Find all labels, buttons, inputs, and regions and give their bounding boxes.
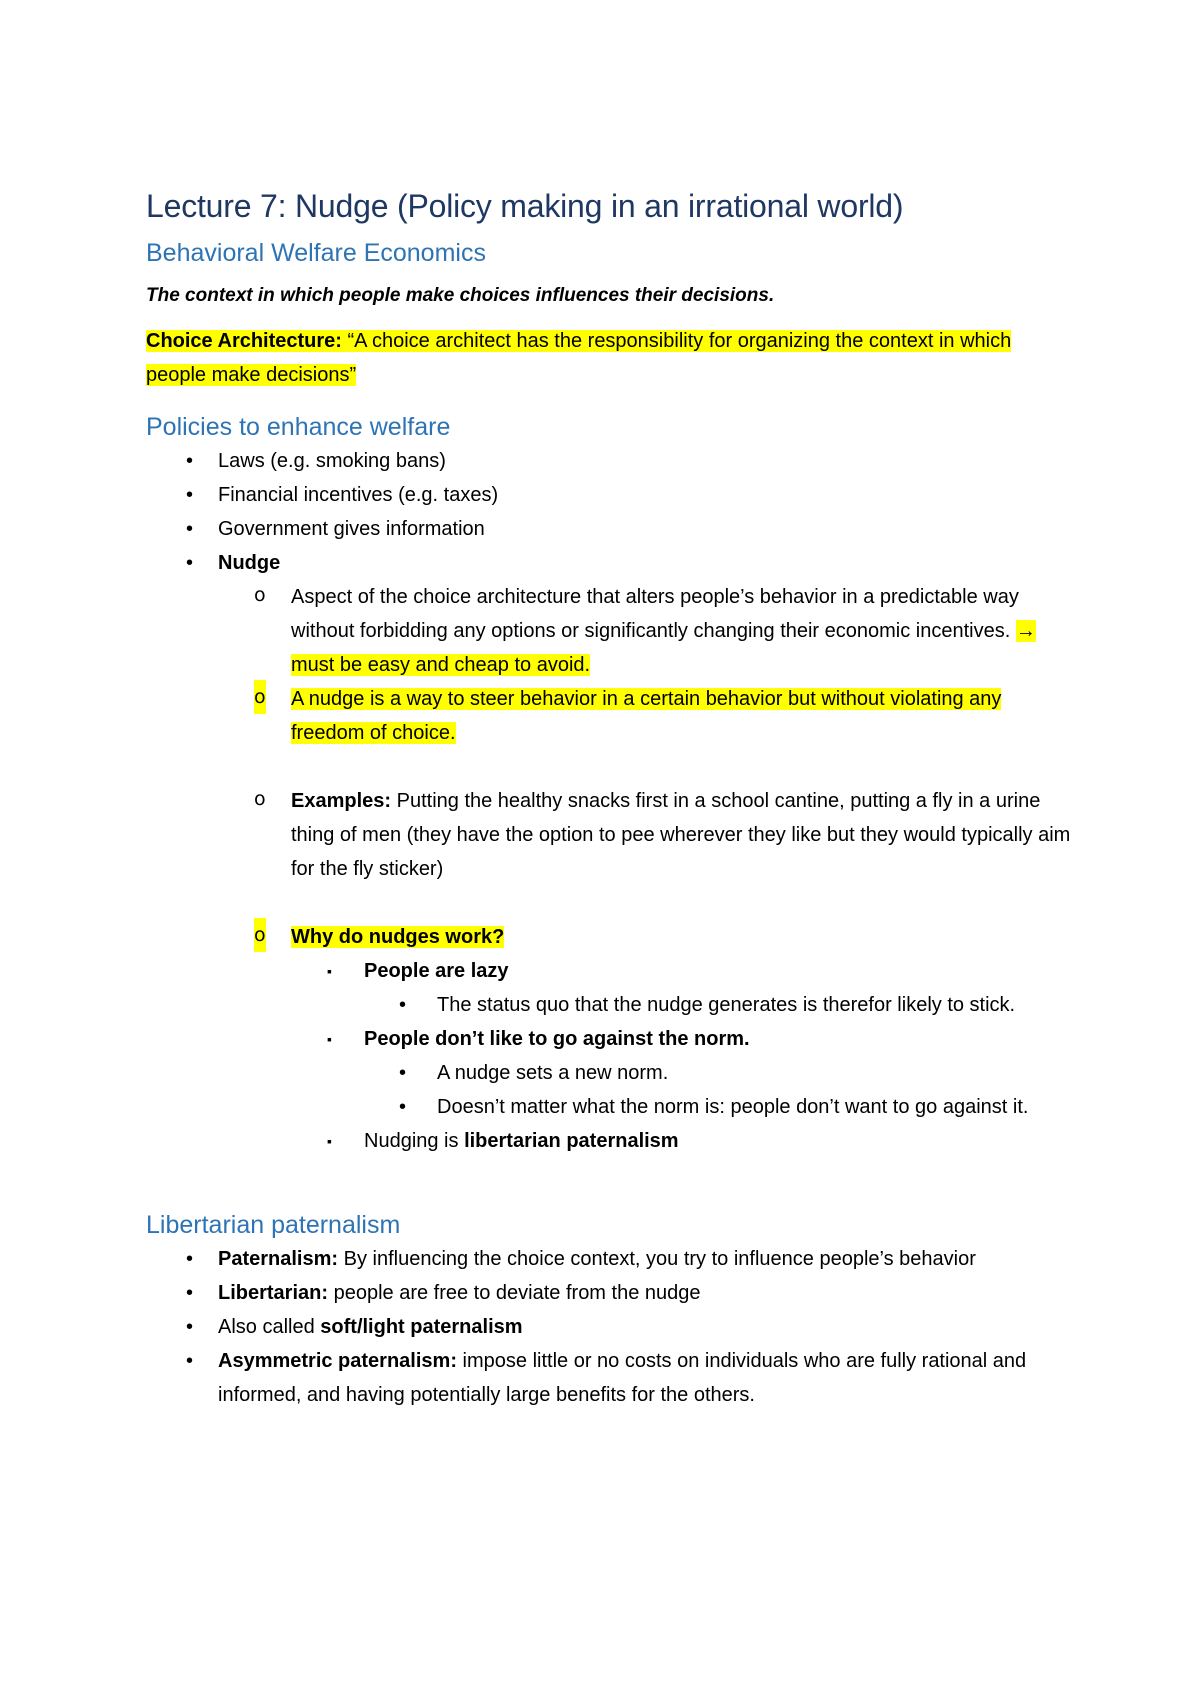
circle-bullet-icon: o <box>254 918 266 952</box>
page-title: Lecture 7: Nudge (Policy making in an irrational world) <box>146 188 904 224</box>
norm-sublist <box>364 1056 1076 1124</box>
bullet-icon: • <box>399 994 407 1016</box>
bullet-icon: • <box>186 1316 194 1338</box>
list-item: • Financial incentives (e.g. taxes) <box>146 478 1076 512</box>
list-item: • Doesn’t matter what the norm is: people don’t want to go against it. <box>146 1090 1076 1124</box>
bullet-icon: • <box>399 1062 407 1084</box>
list-item: • The status quo that the nudge generates is therefor likely to stick. <box>146 988 1076 1022</box>
bullet-icon: • <box>186 1350 194 1372</box>
spacer <box>146 886 1076 920</box>
bullet-icon: • <box>399 1096 407 1118</box>
list-item: o Aspect of the choice architecture that alters people’s behavior in a predictable way without forbidding any options or significantly changing their economic incentives. → must be easy and cheap to avoid. <box>146 580 1076 682</box>
list-item: ▪ People don’t like to go against the norm. • A nudge sets a new norm. • Doesn’t matter what the norm is: people don’t want to go against it. <box>146 1022 1076 1124</box>
why-sublist <box>291 954 1076 1158</box>
choice-architecture-paragraph <box>146 324 1076 392</box>
bullet-icon: • <box>186 518 194 540</box>
nudge-sublist <box>218 580 1076 1158</box>
highlighted-text: → must be easy and cheap to avoid. <box>291 620 1036 676</box>
circle-bullet-icon: o <box>254 584 266 606</box>
list-item: • Asymmetric paternalism: impose little or no costs on individuals who are fully rational and informed, and having potentially large benefits for the others. <box>146 1344 1076 1412</box>
circle-bullet-icon: o <box>254 680 266 714</box>
list-item-why-nudges-work: o Why do nudges work? ▪ People are lazy • The status quo that the nudge generates is therefor likely to stick. ▪ People don’t like to go against the norm. • A nudge sets a new norm. • Doesn’t matter what the norm is: people don’t want to go against it. ▪ Nudging is libertarian paternalism <box>146 920 1076 1158</box>
libertarian-list <box>146 1242 1076 1412</box>
choice-architecture-label: Choice Architecture: <box>146 330 342 352</box>
list-item: ▪ Nudging is libertarian paternalism <box>146 1124 1076 1158</box>
list-item-examples: o Examples: Putting the healthy snacks first in a school cantine, putting a fly in a urine thing of men (they have the option to pee wherever they like but they would typically aim for the fly sticker) <box>146 784 1076 886</box>
spacer <box>146 750 1076 784</box>
list-item: • Paternalism: By influencing the choice context, you try to influence people’s behavior <box>146 1242 1076 1276</box>
list-item: • Also called soft/light paternalism <box>146 1310 1076 1344</box>
bullet-icon: • <box>186 1282 194 1304</box>
list-item: • Libertarian: people are free to deviate from the nudge <box>146 1276 1076 1310</box>
policies-list <box>146 444 1076 1158</box>
document-content <box>146 186 1076 1412</box>
list-item: • Government gives information <box>146 512 1076 546</box>
square-bullet-icon: ▪ <box>327 1133 332 1149</box>
list-item: • Laws (e.g. smoking bans) <box>146 444 1076 478</box>
list-item-nudge: • Nudge o Aspect of the choice architecture that alters people’s behavior in a predictable way without forbidding any options or significantly changing their economic incentives. → must be easy and cheap to avoid. o A nudge is a way to steer behavior in a certain behavior but without violating any freedom of choice. o Examples: Putting the healthy snacks first in a school cantine, putting a fly in a urine thing of men (they have the option to pee wherever they like but they would typically aim for the fly sticker) o Why do nudges work? ▪ People are lazy • The status quo that the nudge generates is therefor likely to stick. ▪ People don’t like to go against the norm. • A nudge sets a new norm. • Doesn’t matter what the norm is: people don’t want to go against it. ▪ Nudging is libertarian paternalism <box>146 546 1076 1158</box>
list-item: ▪ People are lazy • The status quo that the nudge generates is therefor likely to stick. <box>146 954 1076 1022</box>
square-bullet-icon: ▪ <box>327 1031 332 1047</box>
list-item: o A nudge is a way to steer behavior in a certain behavior but without violating any freedom of choice. <box>146 682 1076 750</box>
heading-behavioral-welfare-economics: Behavioral Welfare Economics <box>146 239 486 267</box>
heading-libertarian-paternalism: Libertarian paternalism <box>146 1211 401 1239</box>
bullet-icon: • <box>186 552 194 574</box>
circle-bullet-icon: o <box>254 788 266 810</box>
bullet-icon: • <box>186 1248 194 1270</box>
lazy-sublist <box>364 988 1076 1022</box>
bullet-icon: • <box>186 484 194 506</box>
heading-policies-enhance-welfare: Policies to enhance welfare <box>146 413 451 441</box>
square-bullet-icon: ▪ <box>327 963 332 979</box>
choice-architecture-quote: “A choice architect has the responsibility for organizing the context in which people make decisions” <box>146 330 1012 386</box>
bullet-icon: • <box>186 450 194 472</box>
context-statement: The context in which people make choices influences their decisions. <box>146 285 775 306</box>
list-item: • A nudge sets a new norm. <box>146 1056 1076 1090</box>
